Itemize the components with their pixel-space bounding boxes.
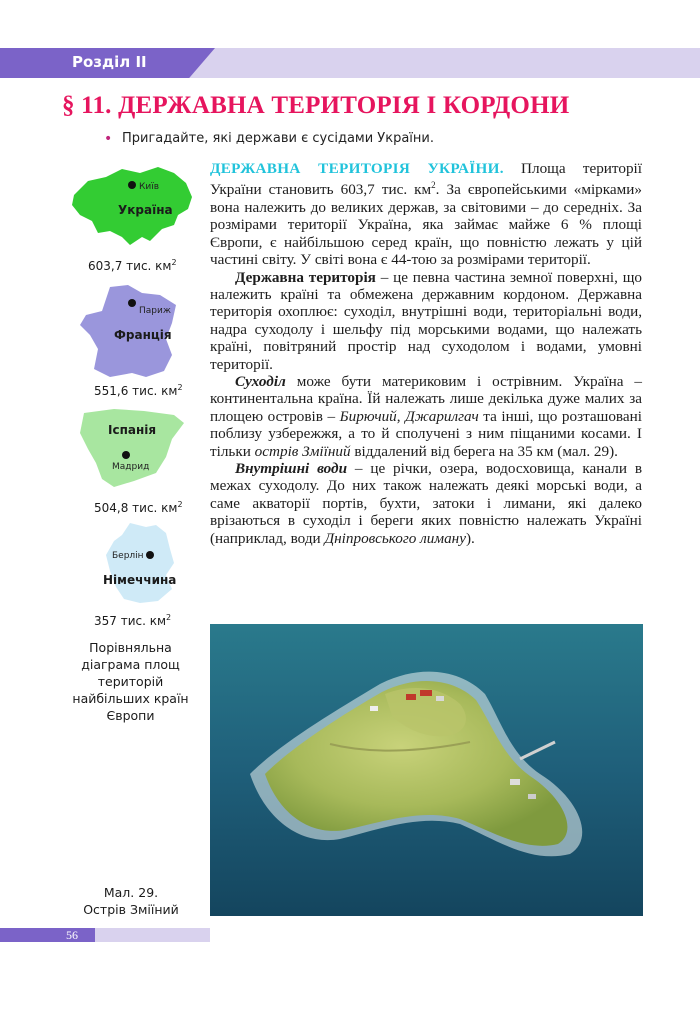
area-ukraine [88,258,177,273]
p1-sup: 2 [431,180,436,191]
capital-dot [128,181,136,189]
p3-text-b: та інші, що розташовані поблизу узбережжя, а то й сполучені з ним піщаними косами. І тільки [210,407,642,460]
bullet-icon: • [104,131,113,147]
section-label: Розділ II [72,53,147,71]
recall-question [104,131,434,147]
p3-comma: , [396,407,406,425]
paragraph-4 [210,460,642,547]
area-spain [94,500,183,515]
footer-band [0,928,700,942]
country-spain [80,407,190,497]
paragraph-1 [210,160,642,269]
capital-label: Берлін [112,551,144,561]
chapter-title: § 11. ДЕРЖАВНА ТЕРИТОРІЯ І КОРДОНИ [62,92,570,119]
figure-caption [66,884,196,918]
term-state-territory: Державна територія [235,268,376,286]
country-name: Франція [114,328,172,342]
spain-shape [80,407,190,497]
p4-text-b: ). [465,529,475,547]
island-photo [210,624,643,916]
germany-shape [100,523,190,607]
unit-sup: 2 [171,258,177,267]
capital-dot [128,299,136,307]
island-zmiinyi: острів Зміїний [254,442,351,460]
country-france [80,283,190,383]
p4-text-a: – це річки, озера, водосховища, канали в межах суходолу. До них також належать деякі морські води, а саме акваторії портів, бухти, затоки і лимани, які далеко врізаються в суходіл і береги яких повністю належать Україні (наприклад, води [210,459,642,547]
area-value: 551,6 тис. км [94,384,178,398]
country-germany [100,523,190,613]
section-header-band [0,48,700,78]
unit-sup: 2 [177,500,183,509]
country-ukraine [70,163,195,263]
p1-text-b: . За європейськими «мірками» вона належить до великих держав, за світовими – до середніх. За розмірами території Україна, яка займає майже 6 % площі Європи, є найбільшою серед країн, що повністю лежать у цій частині світу. У світі вона є 44-тою за розмірами території. [210,181,642,269]
p2-text: – це певна частина земної поверхні, що належить країні та обмежена державним кордоном. Державна територія охоплює: суходіл, внутрішні води, територіальні води, надра суходолу і шельфу під морськими водами, що належать країні, повітряний простір над суходолом і водами, умовні території. [210,268,642,373]
island-illustration [210,624,643,916]
paragraph-3 [210,373,642,460]
area-germany [94,613,171,628]
country-name: Іспанія [108,423,157,437]
country-name: Німеччина [103,573,177,587]
page-number: 56 [66,928,78,942]
term-inland-waters: Внутрішні води [235,459,348,477]
subsection-heading: ДЕРЖАВНА ТЕРИТОРІЯ УКРАЇНИ. [210,160,504,177]
capital-label: Київ [139,182,160,192]
unit-sup: 2 [166,613,172,622]
dnipro-liman: Дніпровського лиману [324,529,466,547]
country-name: Україна [118,203,173,217]
area-value: 603,7 тис. км [88,259,172,273]
area-value: 504,8 тис. км [94,501,178,515]
unit-sup: 2 [177,383,183,392]
header-band-light [170,48,700,78]
capital-dot [146,551,154,559]
capital-label: Париж [139,306,171,316]
paragraph-2 [210,269,642,373]
recall-text: Пригадайте, які держави є сусідами України. [122,131,434,146]
capital-dot [122,451,130,459]
p3-text-c: віддалений від берега на 35 км (мал. 29). [350,442,618,460]
island-dzharylhach: Джарилгач [405,407,479,425]
p1-text-a: Площа території України становить 603,7 тис. км [210,160,642,199]
figure-label: Мал. 29. [103,885,159,900]
area-value: 357 тис. км [94,614,167,628]
footer-band-dark [0,928,95,942]
island-biriuchyi: Бирючий [339,407,397,425]
footer-band-light [95,928,210,942]
main-text [210,160,642,547]
p3-text-a: може бути материковим і острівним. Україна – континентальна країна. Їй належать лише декілька дуже малих за площею островів – [210,372,642,425]
diagram-caption: Порівняльна діаграма площ територій найбільших країн Європи [72,640,189,723]
term-land: Суходіл [235,372,286,390]
figure-title: Острів Зміїний [83,902,179,917]
capital-label: Мадрид [112,462,150,472]
area-france [94,383,183,398]
